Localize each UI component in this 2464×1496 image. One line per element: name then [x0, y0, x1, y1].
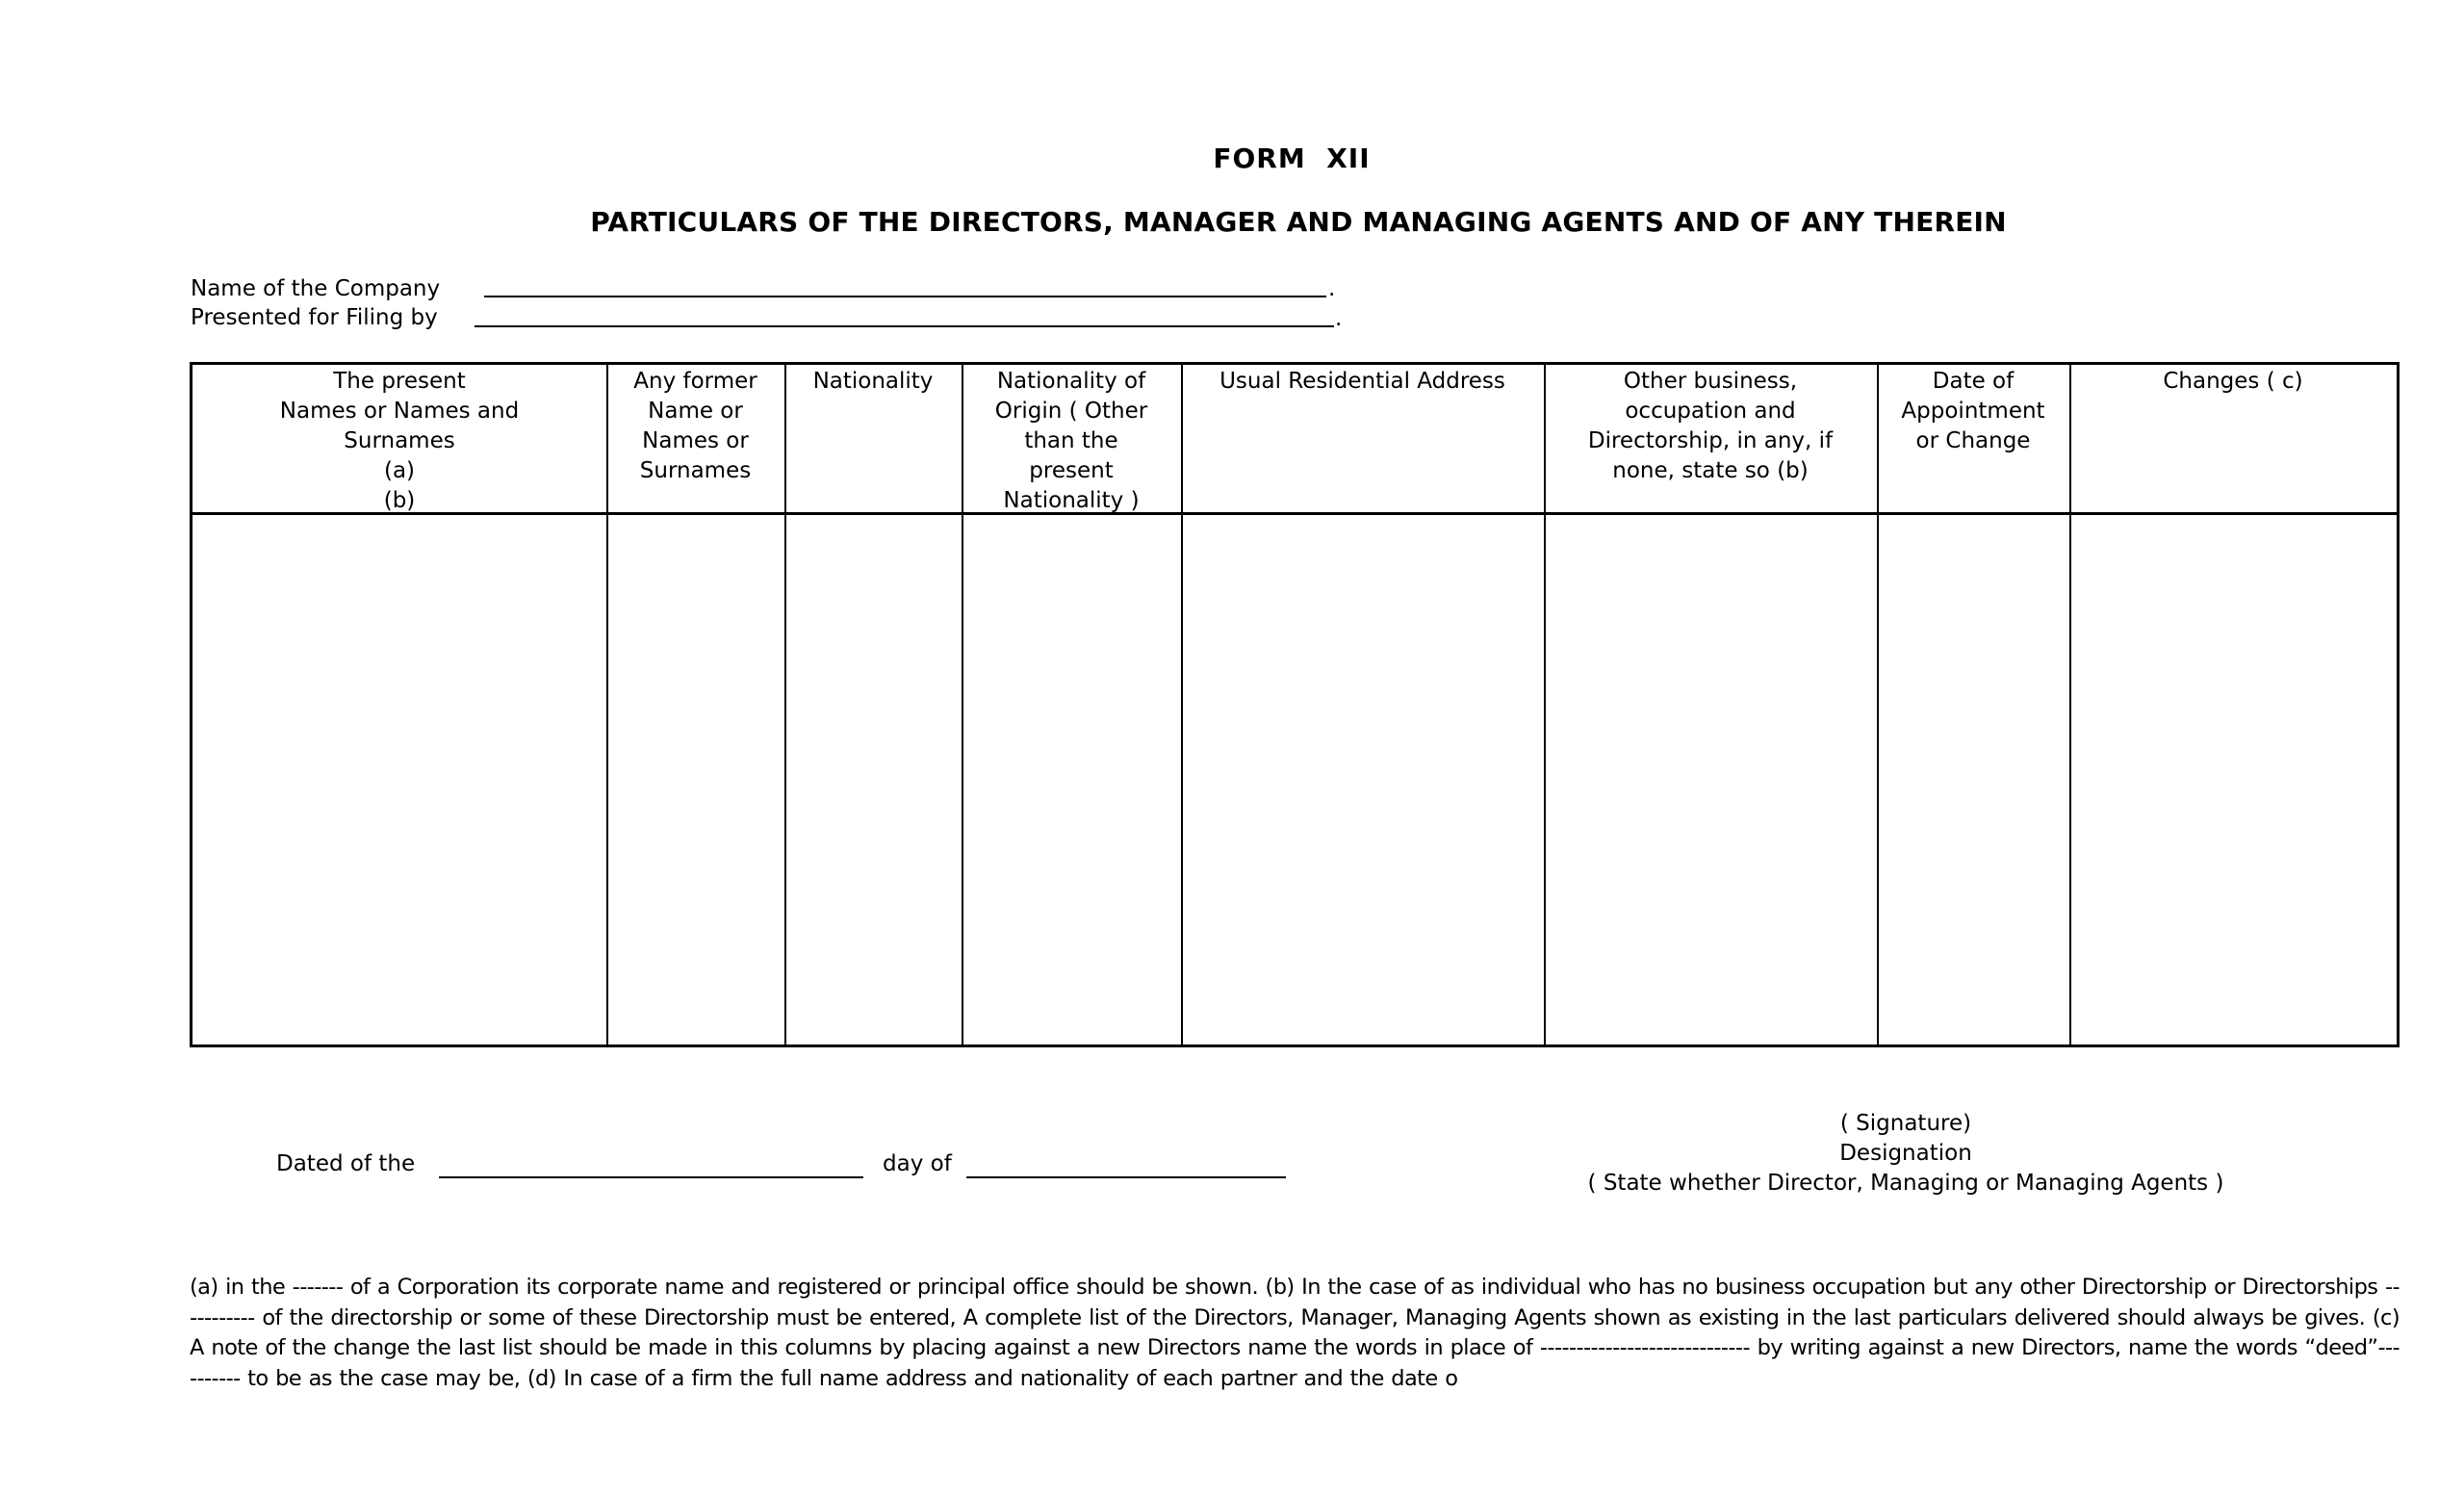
cell-present-names[interactable] — [192, 515, 606, 1045]
day-of-label: day of — [883, 1151, 952, 1176]
designation-label: Designation — [1839, 1141, 1972, 1166]
form-number: FORM XII — [1213, 142, 1371, 174]
header-changes: Changes ( c) — [2163, 369, 2303, 394]
company-name-label: Name of the Company — [191, 276, 441, 301]
company-name-row — [191, 274, 440, 303]
cell-nationality[interactable] — [784, 515, 962, 1045]
presented-by-input[interactable] — [475, 325, 1334, 327]
header-former-names: Any former Name or Names or Surnames — [633, 369, 757, 483]
presented-by-row — [191, 303, 438, 332]
presented-by-end: . — [1335, 306, 1343, 331]
form-title: PARTICULARS OF THE DIRECTORS, MANAGER AND MANAGING AGENTS AND OF ANY THEREIN — [590, 206, 2007, 238]
company-name-end: . — [1328, 276, 1336, 301]
signature-block — [1502, 1109, 2310, 1199]
dated-label: Dated of the — [276, 1151, 416, 1176]
cell-date-appointment[interactable] — [1877, 515, 2069, 1045]
company-name-input[interactable] — [484, 296, 1326, 297]
cell-changes[interactable] — [2069, 515, 2397, 1045]
dated-input[interactable] — [439, 1176, 863, 1178]
cell-other-business[interactable] — [1544, 515, 1877, 1045]
signature-label: ( Signature) — [1839, 1111, 1972, 1136]
header-nationality: Nationality — [812, 369, 934, 394]
header-present-names: The present Names or Names and Surnames (a) (b) — [279, 369, 520, 513]
header-residential-address: Usual Residential Address — [1219, 369, 1505, 394]
header-date-appointment: Date of Appointment or Change — [1901, 369, 2045, 453]
cell-former-names[interactable] — [606, 515, 784, 1045]
day-of-input[interactable] — [966, 1176, 1286, 1178]
header-other-business: Other business, occupation and Directorship, in any, if none, state so (b) — [1587, 369, 1834, 483]
presented-by-label: Presented for Filing by — [191, 305, 438, 330]
footnote: (a) in the ------- of a Corporation its corporate name and registered or principal office should be shown. (b) In the case of as individual who has no business occupation but any other Directorship or Directorships ----------- of the directorship or some of these Directorship must be entered, A complete list of the Directors, Manager, Managing Agents shown as existing in the last particulars delivered should always be gives. (c) A note of the change the last list should be made in this columns by placing against a new Directors name the words in place of ----------------------------- by writing against a new Directors, name the words “deed”---------- to be as the case may be, (d) In case of a firm the full name address and nationality of each partner and the date o — [190, 1275, 2400, 1391]
cell-residential-address[interactable] — [1181, 515, 1544, 1045]
header-nationality-origin: Nationality of Origin ( Other than the present Nationality ) — [994, 369, 1148, 513]
designation-note: ( State whether Director, Managing or Managing Agents ) — [1587, 1171, 2224, 1196]
directors-table — [190, 362, 2400, 1047]
cell-nationality-origin[interactable] — [962, 515, 1181, 1045]
